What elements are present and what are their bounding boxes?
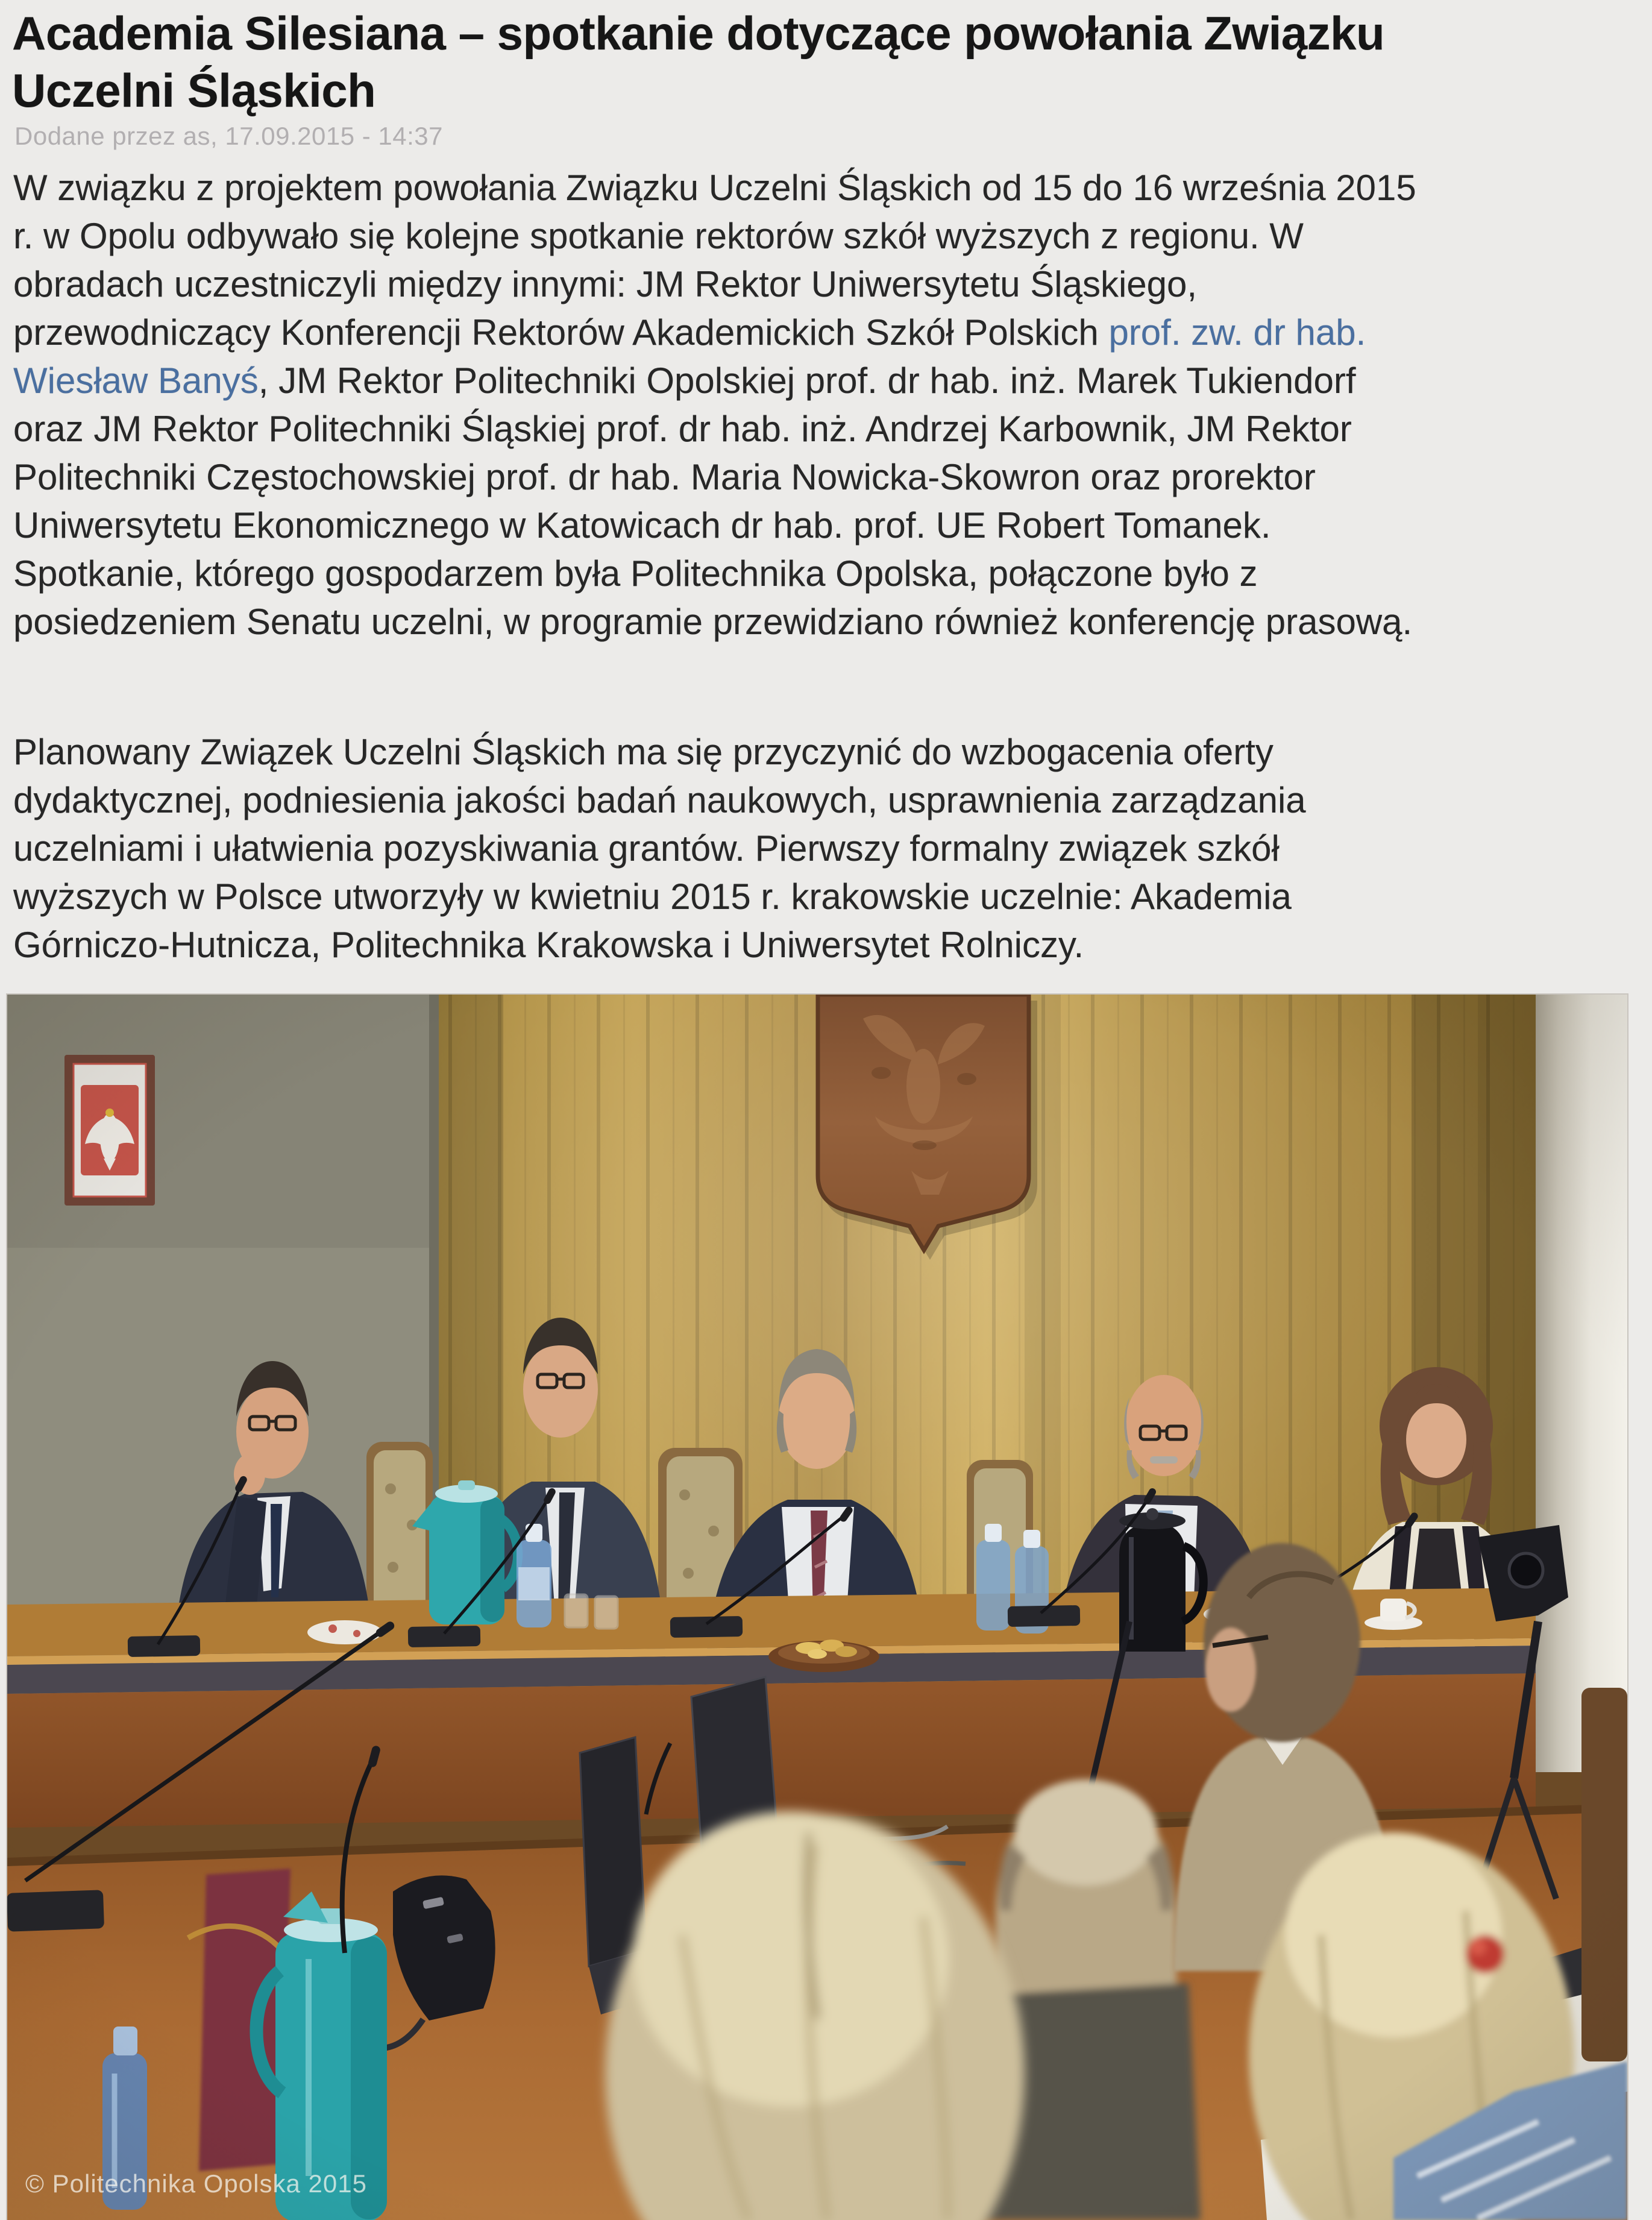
paragraph-1-text: przewodniczący Konferencji Rektorów Akademickich Szkół Polskich — [13, 312, 1109, 353]
paragraph-1-line: W związku z projektem powołania Związku Uczelni Śląskich od 15 do 16 września 2015 — [13, 168, 1416, 208]
paragraph-2-line: dydaktycznej, podniesienia jakości badań naukowych, usprawnienia zarządzania — [13, 780, 1306, 820]
paragraph-1-line: r. w Opolu odbywało się kolejne spotkanie rektorów szkół wyższych z regionu. W — [13, 216, 1304, 256]
page-title — [12, 5, 1384, 119]
link-wieslaw-banys-part1[interactable]: prof. zw. dr hab. — [1108, 312, 1366, 353]
paragraph-1-line: obradach uczestniczyli między innymi: JM Rektor Uniwersytetu Śląskiego, — [13, 264, 1198, 304]
paragraph-1-line — [13, 309, 1416, 357]
link-wieslaw-banys-part2[interactable]: Wiesław Banyś — [13, 360, 259, 401]
byline: Dodane przez as, 17.09.2015 - 14:37 — [14, 122, 443, 150]
paragraph-1 — [13, 164, 1416, 646]
paragraph-2-line: wyższych w Polsce utworzyły w kwietniu 2015 r. krakowskie uczelnie: Akademia — [13, 876, 1292, 917]
page-title-line-2: Uczelni Śląskich — [12, 64, 376, 117]
paragraph-1-line: Uniwersytetu Ekonomicznego w Katowicach dr hab. prof. UE Robert Tomanek. — [13, 505, 1271, 546]
photo-watermark: © Politechnika Opolska 2015 — [25, 2169, 367, 2198]
paragraph-2-line: uczelniami i ułatwienia pozyskiwania grantów. Pierwszy formalny związek szkół — [13, 828, 1280, 869]
article-photo — [7, 995, 1627, 2220]
page-title-line-1: Academia Silesiana – spotkanie dotyczące powołania Związku — [12, 7, 1385, 60]
photo-vignette — [7, 995, 1627, 2220]
paragraph-2 — [13, 728, 1306, 969]
paragraph-1-line: posiedzeniem Senatu uczelni, w programie przewidziano również konferencję prasową. — [13, 602, 1413, 642]
conference-photo-illustration — [7, 995, 1627, 2220]
paragraph-1-line: Spotkanie, którego gospodarzem była Politechnika Opolska, połączone było z — [13, 553, 1258, 594]
paragraph-1-text: , JM Rektor Politechniki Opolskiej prof. dr hab. inż. Marek Tukiendorf — [258, 360, 1356, 401]
paragraph-2-line: Górniczo-Hutnicza, Politechnika Krakowska i Uniwersytet Rolniczy. — [13, 925, 1084, 965]
paragraph-1-line: oraz JM Rektor Politechniki Śląskiej prof. dr hab. inż. Andrzej Karbownik, JM Rektor — [13, 409, 1352, 449]
paragraph-1-line — [13, 357, 1416, 405]
paragraph-1-line: Politechniki Częstochowskiej prof. dr hab. Maria Nowicka-Skowron oraz prorektor — [13, 457, 1316, 497]
paragraph-2-line: Planowany Związek Uczelni Śląskich ma się przyczynić do wzbogacenia oferty — [13, 732, 1274, 772]
